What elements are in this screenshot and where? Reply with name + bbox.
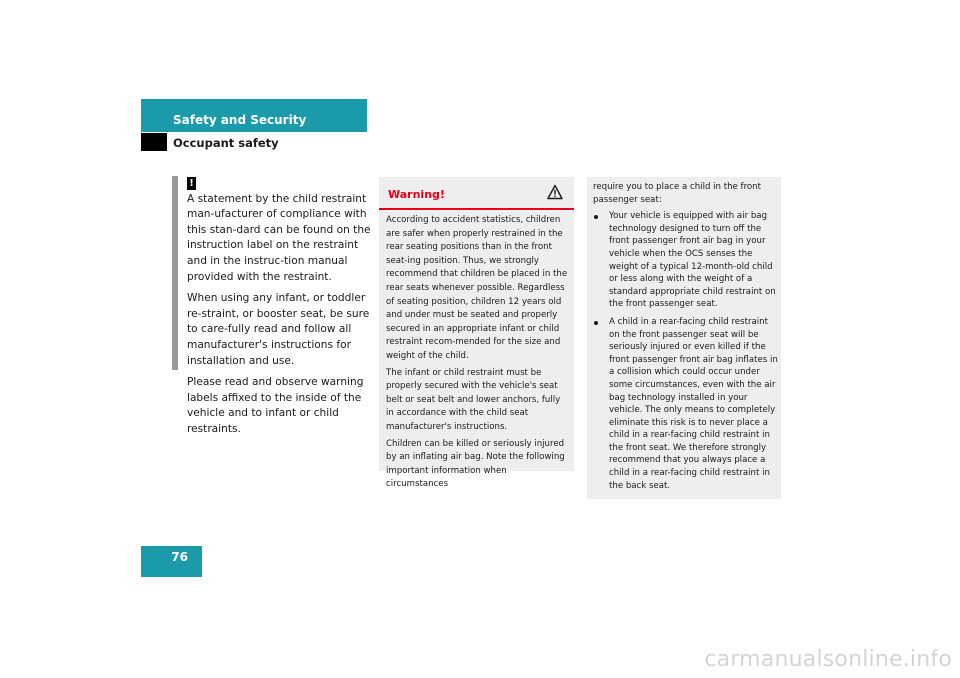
note-paragraph: Please read and observe warning labels affixed to the inside of the vehicle and to infant or child restraints. — [187, 376, 364, 435]
warning-header — [379, 177, 574, 210]
warning-continuation-box — [587, 177, 781, 499]
list-item — [593, 210, 779, 311]
list-item-text: A child in a rear-facing child restraint on the front passenger seat will be seriously injured or even killed if the front passenger front air bag inflates in a collision which could occur under some circumstances, even with the air bag technology installed in your vehicle. The only means to completely eliminate this risk is to never place a child in a rear-facing child restraint in the front seat. We therefore strongly recommend that you always place a child in a rear-facing child restraint in the back seat. — [609, 316, 778, 491]
subsection-title: Occupant safety — [173, 136, 279, 150]
warning-body — [386, 214, 570, 495]
note-paragraph: When using any infant, or toddler re-straint, or booster seat, be sure to care-fully read and follow all manufacturer's instructions for installation and use. — [187, 292, 370, 367]
page-number: 76 — [171, 550, 188, 564]
continuation-list — [593, 210, 779, 492]
page-number-box — [141, 546, 202, 577]
bullet-icon — [594, 321, 598, 325]
list-item — [593, 316, 779, 492]
list-item-text: Your vehicle is equipped with air bag technology designed to turn off the front passenger front air bag in your vehicle when the OCS senses the weight of a typical 12-month-old child or less along with the weight of a standard appropriate child restraint on the front passenger seat. — [609, 211, 776, 310]
warning-triangle-icon — [547, 184, 563, 200]
exclamation-icon: ! — [187, 177, 196, 190]
subsection-marker — [141, 133, 167, 151]
warning-title: Warning! — [388, 188, 445, 201]
continuation-body — [593, 181, 779, 497]
section-title: Safety and Security — [173, 113, 307, 127]
watermark: carmanualsonline.info — [704, 647, 952, 672]
warning-paragraph: The infant or child restraint must be properly secured with the vehicle's seat belt or seat belt and lower anchors, fully in accordance with the child seat manufacturer's instructions. — [386, 367, 561, 432]
warning-paragraph: According to accident statistics, children are safer when properly restrained in the rear seating positions than in the front seat-ing position. Thus, we strongly recommend that children be placed in the rear seats whenever possible. Regardless of seating position, children 12 years old and under must be seated and properly secured in an appropriate infant or child restraint recom-mended for the size and weight of the child. — [386, 215, 568, 361]
warning-paragraph: Children can be killed or seriously injured by an inflating air bag. Note the following important information when circumstances — [386, 438, 565, 490]
bullet-icon — [594, 215, 598, 219]
note-paragraph: A statement by the child restraint man-ufacturer of compliance with this stan-dard can be found on the instruction label on the restraint and in the instruc-tion manual provided with the restraint. — [187, 192, 371, 283]
continuation-intro: require you to place a child in the front passenger seat: — [593, 182, 761, 205]
note-content — [187, 176, 373, 444]
warning-box — [379, 177, 574, 490]
note-side-bar — [172, 176, 178, 370]
section-header-bar — [141, 99, 367, 132]
